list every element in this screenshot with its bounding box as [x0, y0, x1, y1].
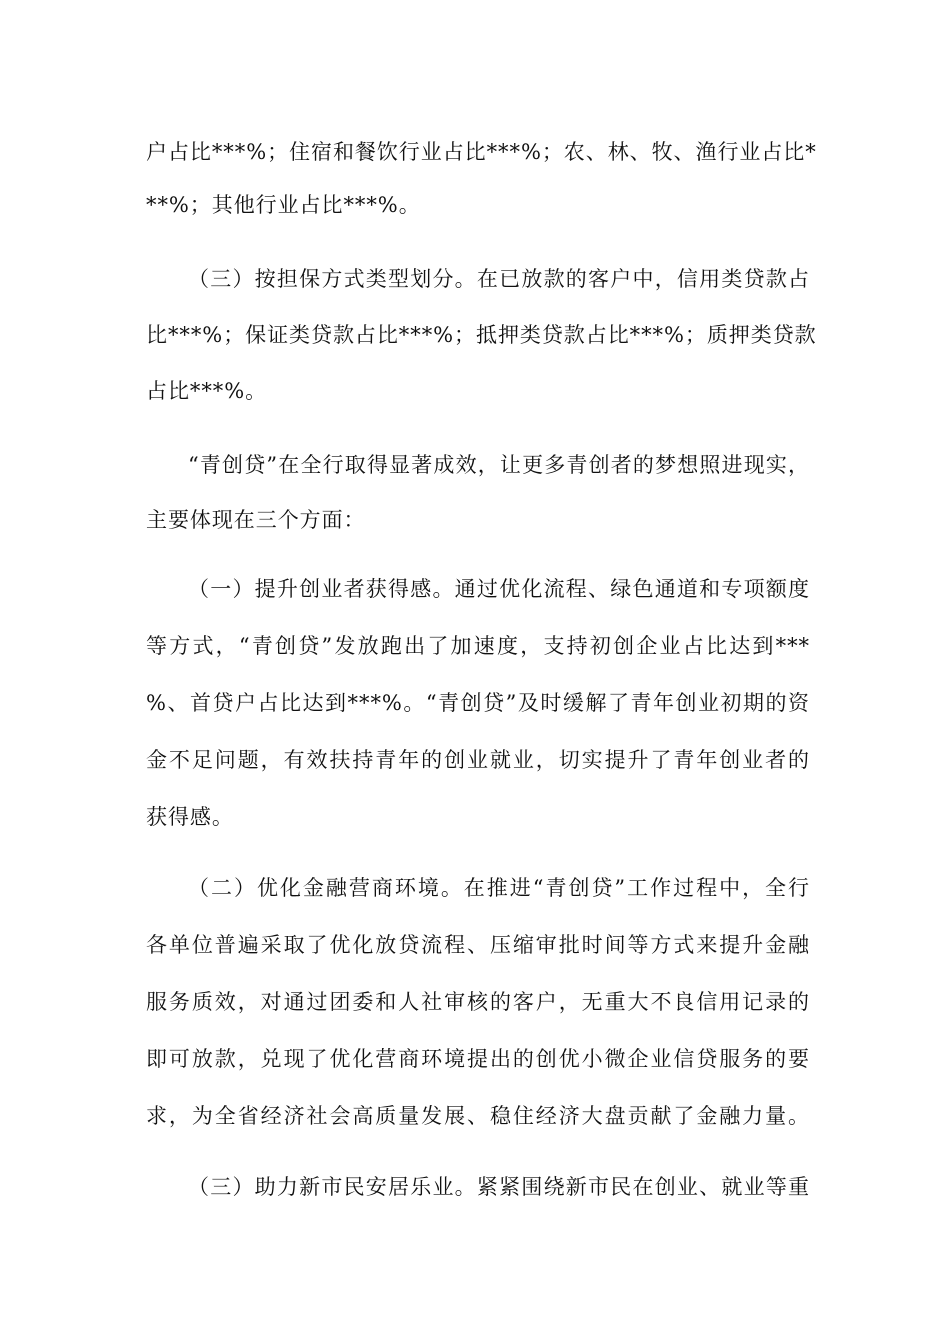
text-line: 占比***%。	[146, 379, 268, 403]
paragraph-heading-3: （三）按担保方式类型划分。在已放款的客户中，信用类贷款占	[188, 267, 810, 291]
text-line: %、首贷户占比达到***%。“青创贷”及时缓解了青年创业初期的资	[146, 691, 810, 715]
paragraph-heading-1: （一）提升创业者获得感。通过优化流程、绿色通道和专项额度	[188, 577, 810, 601]
text-line: 即可放款，兑现了优化营商环境提出的创优小微企业信贷服务的要	[146, 1047, 810, 1071]
text-line: 获得感。	[146, 805, 234, 829]
text-line: 各单位普遍采取了优化放贷流程、压缩审批时间等方式来提升金融	[146, 933, 810, 957]
paragraph-intro: “青创贷”在全行取得显著成效，让更多青创者的梦想照进现实，	[188, 453, 810, 477]
text-line: 求，为全省经济社会高质量发展、稳住经济大盘贡献了金融力量。	[146, 1104, 810, 1128]
text-line: **%；其他行业占比***%。	[146, 193, 421, 217]
text-line: 比***%；保证类贷款占比***%；抵押类贷款占比***%；质押类贷款	[146, 323, 817, 347]
text-line: 主要体现在三个方面：	[146, 508, 366, 532]
text-line: 服务质效，对通过团委和人社审核的客户，无重大不良信用记录的	[146, 990, 810, 1014]
paragraph-heading-3b: （三）助力新市民安居乐业。紧紧围绕新市民在创业、就业等重	[188, 1175, 810, 1199]
paragraph-heading-2: （二）优化金融营商环境。在推进“青创贷”工作过程中，全行	[188, 876, 810, 900]
text-line: 等方式，“青创贷”发放跑出了加速度，支持初创企业占比达到***	[146, 634, 810, 658]
text-line: 户占比***%；住宿和餐饮行业占比***%；农、林、牧、渔行业占比*	[146, 140, 817, 164]
text-line: 金不足问题，有效扶持青年的创业就业，切实提升了青年创业者的	[146, 748, 810, 772]
